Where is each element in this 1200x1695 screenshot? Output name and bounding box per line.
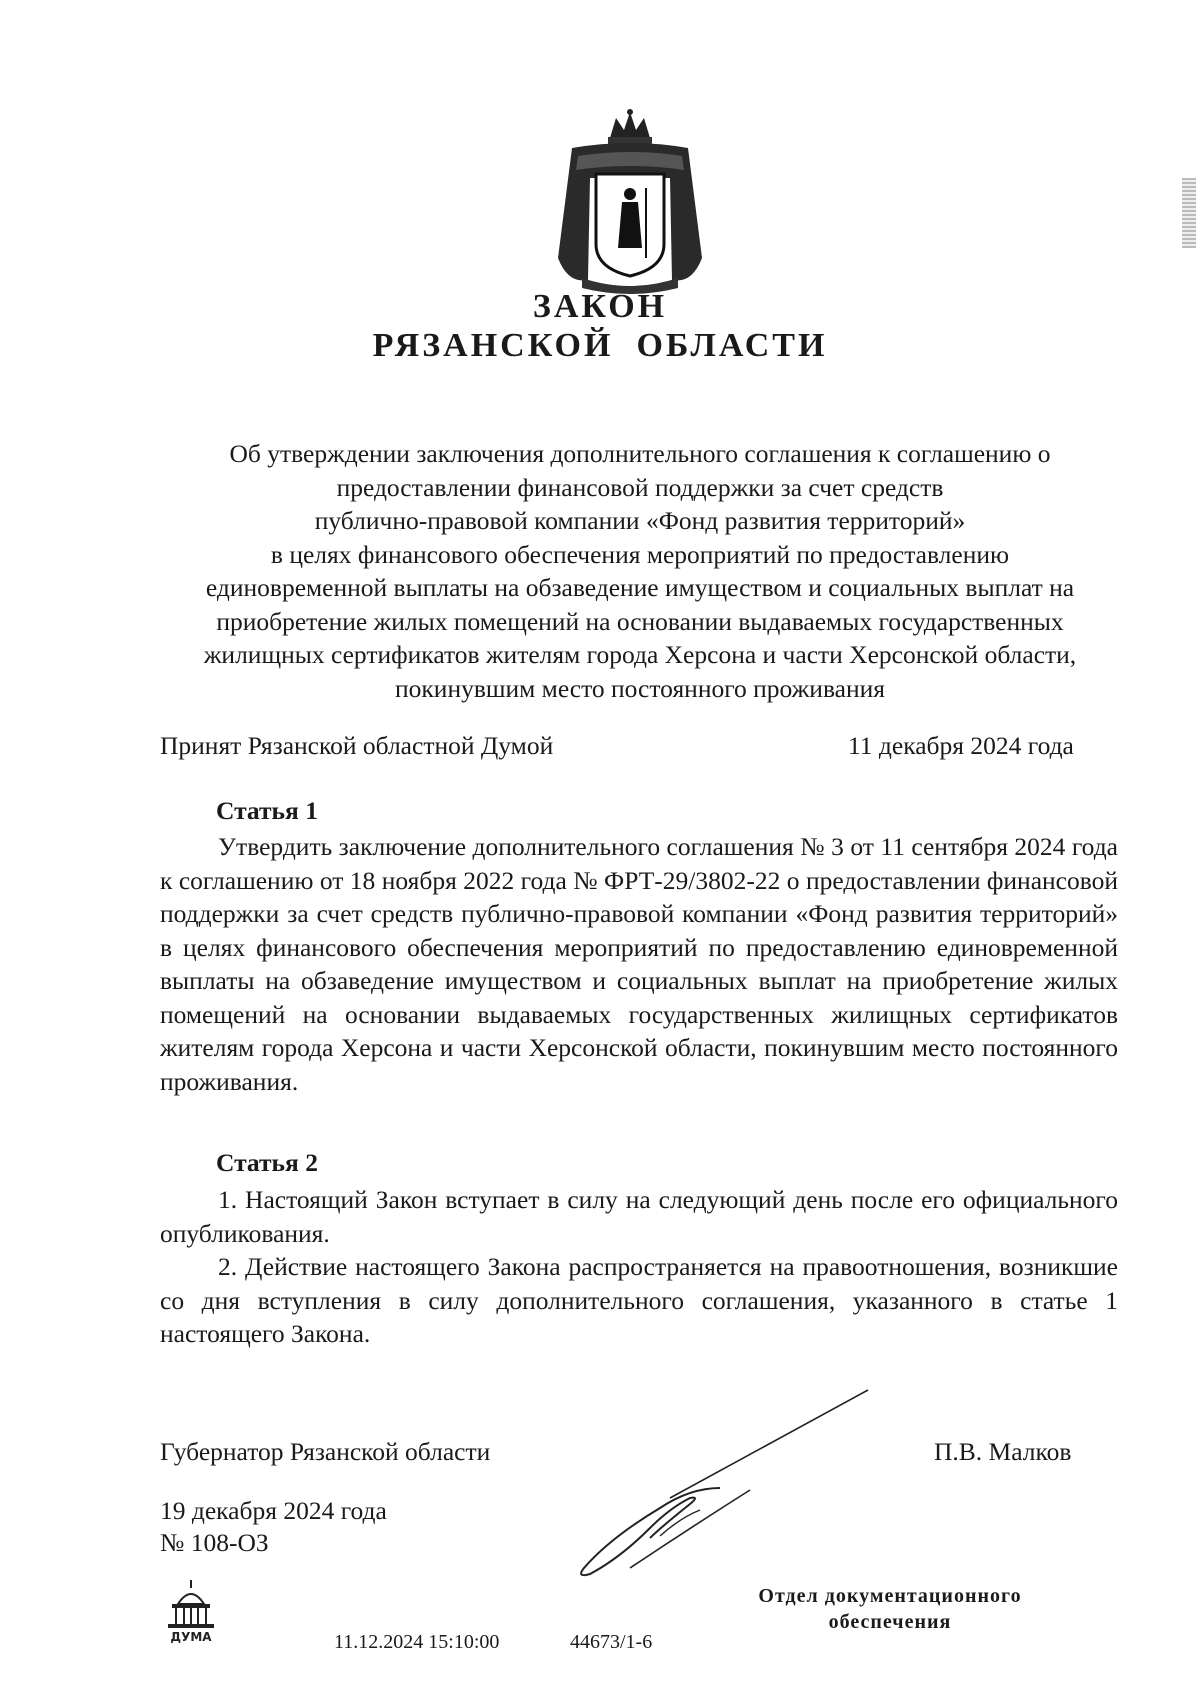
subject-line: жилищных сертификатов жителям города Херсона и части Херсонской области, [203, 640, 1077, 669]
registration-number: 44673/1-6 [570, 1631, 653, 1653]
article-2-heading: Статья 2 [216, 1148, 318, 1177]
timestamp: 11.12.2024 15:10:00 [334, 1631, 500, 1653]
governor-position: Губернатор Рязанской области [160, 1437, 491, 1466]
subject-line: в целях финансового обеспечения мероприятий по предоставлению [270, 539, 1010, 569]
department-stamp-line-2: обеспечения [828, 1611, 952, 1633]
law-number: № 108-ОЗ [160, 1528, 269, 1557]
governor-name: П.В. Малков [934, 1437, 1072, 1466]
duma-stamp-text: ДУМА [170, 1630, 212, 1644]
signature-icon [570, 1378, 880, 1578]
duma-building-icon [166, 1578, 216, 1644]
article-1-text: Утвердить заключение дополнительного соглашения № 3 от 11 сентября 2024 года к соглашению от 18 ноября 2022 года № ФРТ-29/3802-22 о предоставлении финансовой поддержки за счет средств публично-правовой компании «Фонд развития территорий» в целях финансового обеспечения мероприятий по предоставлению единовременной выплаты на обзаведение имуществом и социальных выплат на приобретение жилых помещений на основании выдаваемых государственных жилищных сертификатов жителям города Херсона и части Херсонской области, покинувшим место постоянного проживания. [160, 832, 1118, 1096]
signing-date: 19 декабря 2024 года [160, 1496, 387, 1525]
subject-line: покинувшим место постоянного проживания [395, 673, 885, 703]
department-stamp [740, 1583, 1040, 1635]
subject-line: публично-правовой компании «Фонд развития территорий» [314, 506, 966, 535]
article-2-item-1: 1. Настоящий Закон вступает в силу на следующий день после его официального опубликования. [160, 1185, 1118, 1248]
law-title: ЗАКОН [532, 288, 668, 325]
article-2-body [160, 1183, 1118, 1351]
subject-line: Об утверждении заключения дополнительного соглашения к соглашению о [229, 439, 1051, 468]
subject-line: единовременной выплаты на обзаведение имуществом и социальных выплат на [205, 573, 1075, 602]
law-subject [150, 437, 1130, 705]
adoption-label: Принят Рязанской областной Думой [160, 731, 554, 760]
adoption-date: 11 декабря 2024 года [848, 731, 1074, 760]
article-1-heading: Статья 1 [216, 796, 318, 825]
department-stamp-line-1: Отдел документационного [758, 1585, 1022, 1607]
law-region-title: РЯЗАНСКОЙ ОБЛАСТИ [372, 327, 828, 364]
subject-line: приобретение жилых помещений на основании выдаваемых государственных [216, 606, 1064, 636]
article-2-item-2: 2. Действие настоящего Закона распространяется на правоотношения, возникшие со дня вступления в силу дополнительного соглашения, указанного в статье 1 настоящего Закона. [160, 1252, 1118, 1348]
article-1-body [160, 830, 1118, 1098]
scan-artifact [1182, 178, 1196, 248]
coat-of-arms-icon [552, 108, 708, 298]
subject-line: предоставлении финансовой поддержки за счет средств [336, 472, 944, 502]
